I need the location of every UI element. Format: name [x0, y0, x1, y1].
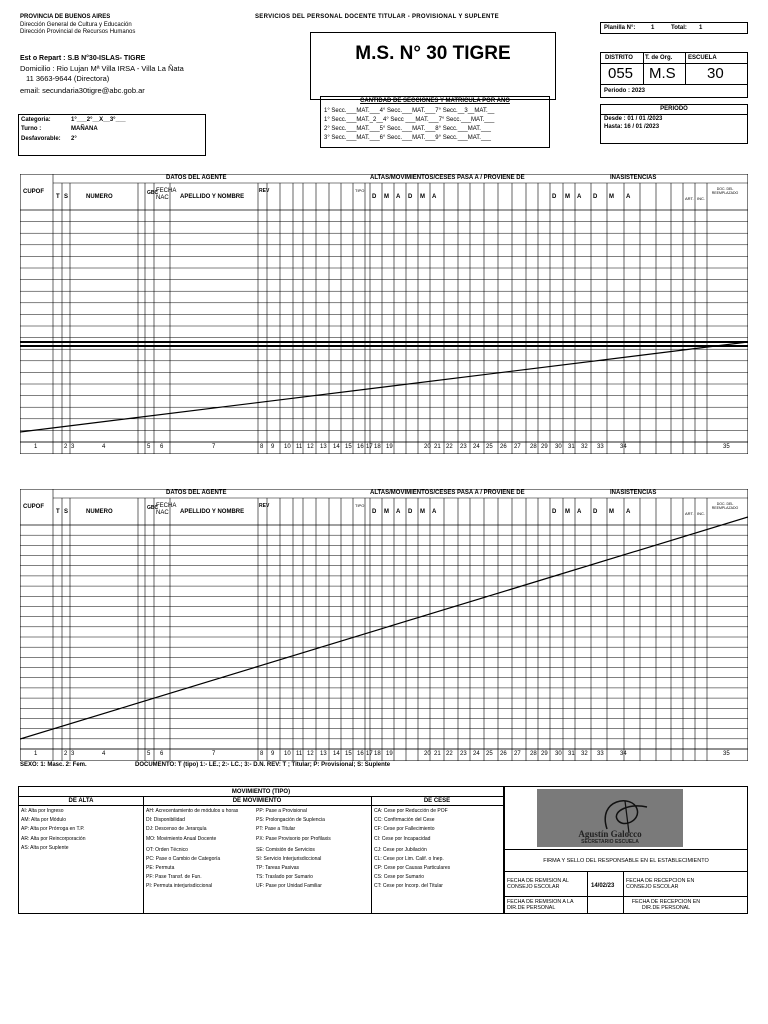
table-header-cell: A — [577, 509, 582, 515]
column-number: 3 — [71, 444, 75, 450]
table-header-cell: D — [593, 509, 598, 515]
column-number: 5 — [147, 444, 151, 450]
table-header-cell: M — [565, 509, 570, 515]
column-number: 22 — [446, 751, 453, 757]
fecha-recepcion-dir-label: FECHA DE RECEPCION EN DIR.DE PERSONAL — [631, 899, 701, 911]
table-header-cell: GBC — [147, 505, 159, 511]
table-header-cell: M — [609, 194, 614, 200]
column-number: 9 — [271, 751, 275, 757]
column-number: 35 — [723, 444, 730, 450]
table-header-cell: A — [626, 194, 631, 200]
legend-item: DI: Disponibilidad — [146, 817, 185, 824]
column-number: 10 — [284, 444, 291, 450]
column-number: 6 — [160, 751, 164, 757]
column-number: 1 — [34, 751, 38, 757]
column-number: 33 — [597, 444, 604, 450]
table-header-cell: D — [552, 509, 557, 515]
total-label: Total: — [671, 25, 687, 31]
legend-item: TP: Tareas Pasivas — [256, 864, 299, 871]
secciones-row: 2° Secc.___MAT.___5° Secc.___MAT.___8° Secc.___MAT.___ — [324, 126, 491, 132]
column-number: 2 — [64, 751, 68, 757]
legend-item: PC: Pase o Cambio de Categoría — [146, 855, 221, 862]
legend-item: SI: Servicio Interjurisdiccional — [256, 855, 322, 862]
table-header-cell: T — [56, 194, 60, 200]
secciones-row: 1° Secc.___MAT._2__4° Secc ___MAT.___7° Secc.___MAT.___ — [324, 117, 495, 123]
legend-title: MOVIMIENTO (TIPO) — [231, 789, 291, 795]
table-header-cell: A — [396, 509, 401, 515]
column-number: 13 — [320, 444, 327, 450]
column-number: 14 — [333, 444, 340, 450]
legend-item: CL: Cese por Lim. Calif. o Inep. — [374, 855, 444, 862]
table-header-cell: A — [432, 509, 437, 515]
table-header-cell: GBC — [147, 190, 159, 196]
table-header-cell: M — [565, 194, 570, 200]
column-number: 8 — [260, 444, 264, 450]
table-header-cell: M — [609, 509, 614, 515]
column-number: 3 — [71, 751, 75, 757]
categoria-box — [18, 114, 206, 156]
org-value: M.S — [649, 65, 676, 82]
turno-label: Turno : — [21, 126, 42, 132]
column-number: 24 — [473, 751, 480, 757]
column-number: 32 — [581, 444, 588, 450]
total-value: 1 — [699, 25, 703, 31]
escuela-value: 30 — [707, 65, 724, 82]
legend-item: PP: Pase a Provisional — [256, 808, 307, 814]
legend-item: AP: Alta por Prórroga en T.P. — [21, 826, 85, 833]
table-header-cell: DOC. DEL REEMPLAZADO — [711, 187, 739, 195]
table-header-cell: M — [384, 194, 389, 200]
desfavorable-value: 2° — [71, 136, 77, 142]
column-number: 13 — [320, 751, 327, 757]
legend-item: OT: Orden Técnico — [146, 846, 188, 853]
table-header-cell: DATOS DEL AGENTE — [166, 490, 227, 496]
legend-item: CC: Confirmación del Cese — [374, 817, 435, 824]
distrito-value: 055 — [608, 65, 634, 82]
legend-item: PI: Permuta interjurisdiccional — [146, 883, 213, 890]
est-label: Est o Repart : S.B N°30-ISLAS- TIGRE — [20, 55, 146, 62]
column-number: 9 — [271, 444, 275, 450]
table-header-cell: NUMERO — [86, 509, 113, 515]
legend-item: CF: Cese por Fallecimiento — [374, 826, 435, 833]
header-line1: PROVINCIA DE BUENOS AIRES — [20, 14, 111, 20]
column-number: 27 — [514, 444, 521, 450]
table-header-cell: APELLIDO Y NOMBRE — [180, 509, 245, 515]
legend-cese-header: DE CESE — [423, 798, 451, 804]
legend-item: DJ: Descenso de Jerarquía — [146, 826, 207, 833]
legend-item: AS: Alta por Suplente — [21, 844, 69, 851]
column-number: 15 — [345, 751, 352, 757]
table-header-cell: S — [64, 509, 69, 515]
periodo-hasta: Hasta: 16 / 01 /2023 — [604, 124, 660, 130]
fecha-remision-consejo-label: FECHA DE REMISION AL CONSEJO ESCOLAR — [507, 878, 569, 890]
column-number: 22 — [446, 444, 453, 450]
column-number: 20 — [424, 751, 431, 757]
column-number: 12 — [307, 444, 314, 450]
table-header-cell: T — [56, 509, 60, 515]
table-header-cell: DOC. DEL REEMPLAZADO — [711, 502, 739, 510]
table-header-cell: TIPO — [355, 503, 365, 508]
legend-item: UF: Pase por Unidad Familiar — [256, 883, 322, 890]
agents-table-1 — [20, 174, 748, 454]
legend-item: PE: Permuta — [146, 864, 175, 871]
column-number: 11 — [296, 444, 303, 450]
table-header-cell: CUPOF — [23, 504, 44, 510]
legend-item: AH: Acrecentamiento de módulos u horas — [146, 808, 239, 814]
column-number: 6 — [160, 444, 164, 450]
table-header-cell: A — [396, 194, 401, 200]
legend-item: AR: Alta por Reincorporación — [21, 835, 86, 842]
column-number: 25 — [486, 751, 493, 757]
column-number: 30 — [555, 444, 562, 450]
table-header-cell: D — [408, 509, 413, 515]
column-number: 18 — [374, 444, 381, 450]
column-number: 16 — [357, 444, 364, 450]
legend-item: SE: Comisión de Servicios — [256, 846, 315, 853]
column-number: 15 — [345, 444, 352, 450]
header-line2: Dirección General de Cultura y Educación — [20, 21, 132, 28]
table-header-cell: INASISTENCIAS — [610, 175, 657, 181]
distrito-box — [600, 52, 748, 98]
column-number: 17 — [366, 444, 373, 450]
legend-item: AI: Alta por Ingreso — [21, 808, 64, 814]
periodo-desde: Desde : 01 / 01 /2023 — [604, 116, 663, 122]
table-header-cell: M — [420, 194, 425, 200]
periodo-box — [600, 104, 748, 144]
legend-item: CJ: Cese por Jubilación — [374, 846, 427, 853]
column-number: 4 — [102, 444, 106, 450]
column-number: 23 — [460, 751, 467, 757]
table-header-cell: REV — [259, 503, 270, 509]
table-header-cell: A — [577, 194, 582, 200]
column-number: 14 — [333, 751, 340, 757]
table-header-cell: D — [552, 194, 557, 200]
secciones-row: 3° Secc.___MAT.___6° Secc.___MAT.___9° Secc.___MAT.___ — [324, 135, 491, 141]
table-header-cell: TIPO — [355, 188, 365, 193]
column-number: 34 — [620, 444, 627, 450]
legend-item: MO: Movimiento Anual Docente — [146, 835, 217, 842]
column-number: 7 — [212, 751, 216, 757]
table-header-cell: ALTAS/MOVIMIENTOS/CESES PASA A / PROVIENE DE — [370, 490, 525, 496]
column-number: 10 — [284, 751, 291, 757]
column-number: 2 — [64, 444, 68, 450]
secciones-box — [320, 96, 550, 148]
table-header-cell: FECHA NAC — [156, 503, 177, 516]
column-number: 5 — [147, 751, 151, 757]
legend-item: PX: Pase Provisorio por Profilaxis — [256, 835, 331, 842]
fecha-remision-consejo-value: 14/02/23 — [591, 883, 615, 889]
table-header-cell: INC. — [697, 196, 705, 201]
legend-alta-header: DE ALTA — [68, 798, 94, 804]
firma-box — [504, 786, 748, 914]
fecha-recepcion-consejo-label: FECHA DE RECEPCION EN CONSEJO ESCOLAR — [626, 878, 695, 890]
column-number: 17 — [366, 751, 373, 757]
categoria-value: 1°___2°__X__3°___ — [71, 117, 126, 123]
stamp-image — [537, 789, 683, 847]
legend-box — [18, 786, 504, 914]
table-header-cell: REV — [259, 188, 270, 194]
agents-table-2 — [20, 489, 748, 761]
periodo-year: Periodo : 2023 — [604, 88, 646, 94]
column-number: 34 — [620, 751, 627, 757]
table-header-cell: ALTAS/MOVIMIENTOS/CESES PASA A / PROVIENE DE — [370, 175, 525, 181]
table-header-cell: D — [372, 194, 377, 200]
secciones-row: 1° Secc.___MAT.___4° Secc.___MAT.___7° Secc.__3__MAT.__ — [324, 108, 495, 114]
column-number: 20 — [424, 444, 431, 450]
column-number: 35 — [723, 751, 730, 757]
legend-item: CT: Cese por Incorp. del Titular — [374, 883, 443, 890]
column-number: 11 — [296, 751, 303, 757]
legend-item: CP: Cese por Causas Particulares — [374, 864, 451, 871]
column-number: 26 — [500, 751, 507, 757]
table-header-cell: FECHA NAC — [156, 188, 177, 201]
header-left — [20, 14, 135, 37]
column-number: 25 — [486, 444, 493, 450]
stamp-role: SECRETARIO ESCUELA — [581, 839, 639, 845]
column-number: 26 — [500, 444, 507, 450]
email: email: secundaria30tigre@abc.gob.ar — [20, 86, 145, 95]
table-grid — [20, 489, 748, 761]
column-number: 28 — [530, 751, 537, 757]
desfavorable-label: Desfavorable: — [21, 136, 61, 142]
column-number: 21 — [434, 444, 441, 450]
column-number: 33 — [597, 751, 604, 757]
table-header-cell: D — [408, 194, 413, 200]
column-number: 8 — [260, 751, 264, 757]
column-number: 18 — [374, 751, 381, 757]
legend-item: CI: Cese por Incapacidad — [374, 835, 431, 842]
periodo-title: PERIODO — [660, 106, 688, 112]
firma-caption: FIRMA Y SELLO DEL RESPONSABLE EN EL ESTABLECIMIENTO — [543, 858, 709, 864]
planilla-box — [600, 22, 748, 34]
column-number: 7 — [212, 444, 216, 450]
domicilio: Domicilio : Rio Lujan Mª Villa IRSA - Villa La Ñata — [20, 64, 184, 73]
legend-item: TS: Traslado por Sumario — [256, 874, 313, 881]
table-header-cell: A — [432, 194, 437, 200]
table-header-cell: DATOS DEL AGENTE — [166, 175, 227, 181]
table-header-cell: M — [420, 509, 425, 515]
table-grid — [20, 174, 748, 454]
column-number: 19 — [386, 444, 393, 450]
table-header-cell: NUMERO — [86, 194, 113, 200]
planilla-value: 1 — [651, 25, 655, 31]
table-header-cell: ART. — [685, 196, 694, 201]
column-number: 28 — [530, 444, 537, 450]
fecha-remision-dir-label: FECHA DE REMISION A LA DIR.DE PERSONAL — [507, 899, 574, 911]
column-number: 21 — [434, 751, 441, 757]
secciones-title: CANTIDAD DE SECCIONES Y MATRICULA POR AÑO — [360, 98, 510, 104]
org-label: T. de Org. — [645, 55, 673, 61]
table-header-cell: ART. — [685, 511, 694, 516]
telefono: 11 3663-9644 (Directora) — [26, 74, 110, 83]
legend-item: CA: Cese por Reducción de POF — [374, 808, 448, 814]
legend-item: CS: Cese por Sumario — [374, 874, 425, 881]
column-number: 1 — [34, 444, 38, 450]
column-number: 12 — [307, 751, 314, 757]
header-center: SERVICIOS DEL PERSONAL DOCENTE TITULAR - PROVISIONAL Y SUPLENTE — [255, 14, 499, 20]
column-number: 19 — [386, 751, 393, 757]
escuela-label: ESCUELA — [688, 55, 717, 61]
distrito-label: DISTRITO — [605, 55, 633, 61]
title-box — [310, 32, 556, 100]
legend-mov-header: DE MOVIMIENTO — [232, 798, 282, 804]
planilla-label: Planilla N°: — [604, 25, 636, 31]
legend-item: PT: Pase a Titular — [256, 826, 296, 833]
footnote-sexo: SEXO: 1: Masc. 2: Fem. — [20, 762, 87, 768]
header-line3: Dirección Provincial de Recursos Humanos — [20, 29, 136, 35]
column-number: 29 — [541, 444, 548, 450]
column-number: 4 — [102, 751, 106, 757]
turno-value: MAÑANA — [71, 126, 98, 132]
categoria-label: Categoria: — [21, 117, 51, 123]
legend-item: PS: Prolongación de Suplencia — [256, 817, 325, 824]
table-header-cell: INC. — [697, 511, 705, 516]
column-number: 16 — [357, 751, 364, 757]
table-header-cell: APELLIDO Y NOMBRE — [180, 194, 245, 200]
footnote-doc: DOCUMENTO: T (tipo) 1:- LE.; 2:- LC.; 3:- D.N. REV: T ; Titular; P: Provisional; S: Suplente — [135, 762, 391, 768]
column-number: 29 — [541, 751, 548, 757]
table-header-cell: D — [593, 194, 598, 200]
column-number: 31 — [568, 751, 575, 757]
table-header-cell: A — [626, 509, 631, 515]
column-number: 30 — [555, 751, 562, 757]
table-header-cell: M — [384, 509, 389, 515]
column-number: 27 — [514, 751, 521, 757]
school-title: M.S. N° 30 TIGRE — [355, 43, 511, 64]
table-header-cell: CUPOF — [23, 189, 44, 195]
column-number: 23 — [460, 444, 467, 450]
legend-item: AM: Alta por Módulo — [21, 817, 67, 824]
stamp-name: Agustín Galocco — [578, 829, 642, 839]
column-number: 24 — [473, 444, 480, 450]
column-number: 32 — [581, 751, 588, 757]
table-header-cell: S — [64, 194, 69, 200]
column-number: 31 — [568, 444, 575, 450]
table-header-cell: D — [372, 509, 377, 515]
legend-item: PF: Pase Transf. de Fun. — [146, 874, 202, 881]
table-header-cell: INASISTENCIAS — [610, 490, 657, 496]
